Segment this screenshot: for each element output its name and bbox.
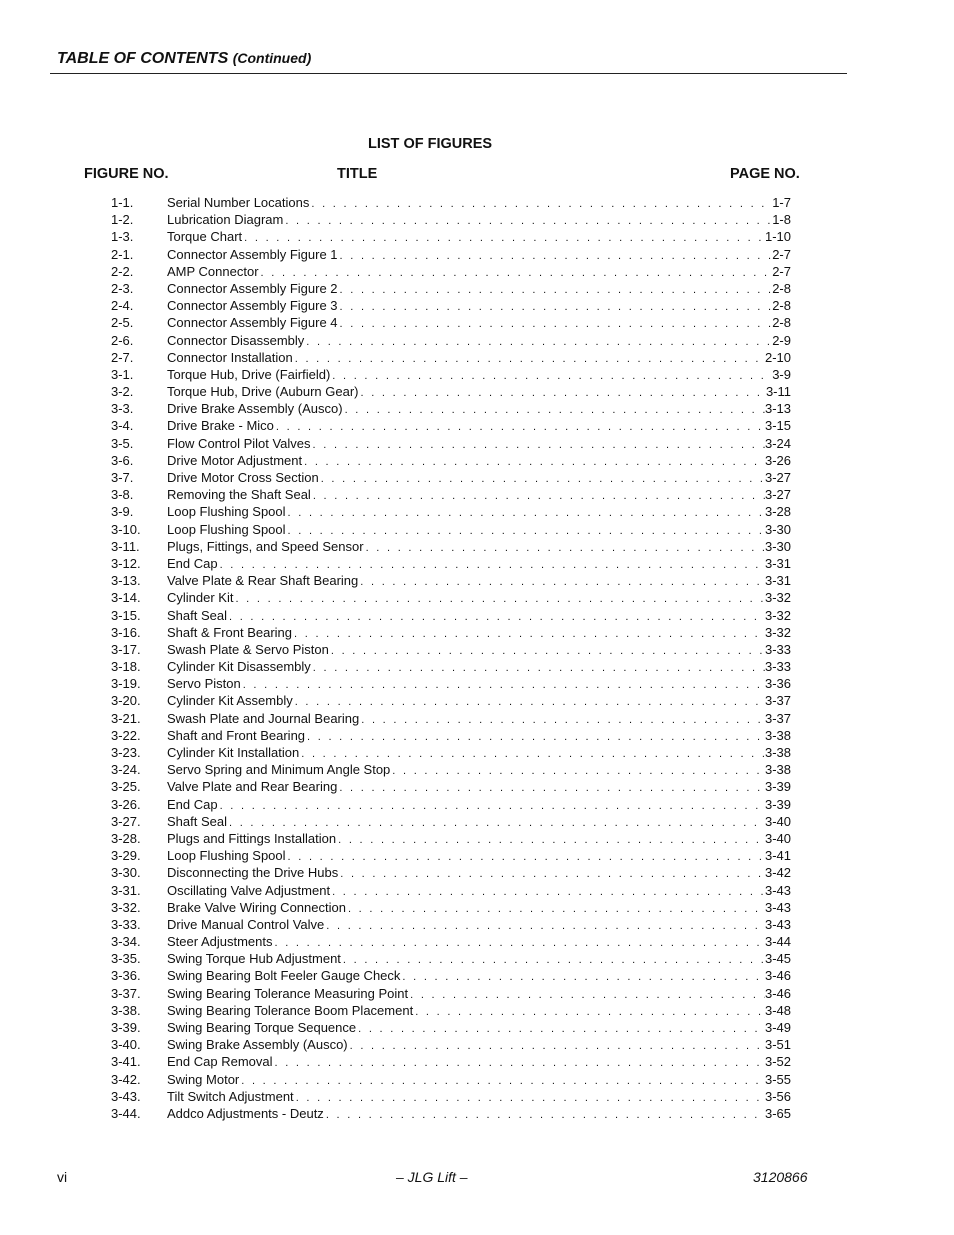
- figure-entry: [111, 349, 791, 366]
- figure-number: 3-16.: [111, 624, 141, 640]
- figure-entry: [111, 297, 791, 314]
- figure-page: 3-37: [764, 693, 791, 709]
- figure-page: 3-44: [764, 934, 791, 950]
- dot-leader: [285, 213, 772, 230]
- figure-number: 3-35.: [111, 951, 141, 967]
- figure-page: 3-49: [764, 1020, 791, 1035]
- figure-page: 1-8: [772, 212, 791, 228]
- dot-leader: [294, 626, 765, 643]
- figure-title: Valve Plate and Rear Bearing: [167, 779, 338, 795]
- dot-leader: [220, 798, 765, 815]
- dot-leader: [348, 901, 765, 918]
- figure-title: Loop Flushing Spool: [167, 504, 286, 520]
- dot-leader: [332, 884, 765, 901]
- dot-leader: [332, 368, 772, 385]
- dot-leader: [340, 282, 773, 299]
- figure-title: Plugs, Fittings, and Speed Sensor: [167, 538, 364, 554]
- figure-entry: [111, 933, 791, 950]
- figure-title: Cylinder Kit Disassembly: [167, 659, 311, 675]
- figure-title: Tilt Switch Adjustment: [167, 1088, 294, 1104]
- figure-number: 3-32.: [111, 899, 141, 915]
- figure-page: 3-15: [764, 418, 791, 434]
- dot-leader: [392, 763, 765, 780]
- figure-number: 3-40.: [111, 1037, 141, 1053]
- figure-number: 3-39.: [111, 1020, 141, 1035]
- figure-page: 3-31: [764, 555, 791, 571]
- figure-entry: [111, 555, 791, 572]
- figure-page: 3-36: [764, 676, 791, 692]
- figure-title: Plugs and Fittings Installation: [167, 830, 337, 846]
- figure-number: 3-36.: [111, 968, 141, 984]
- dot-leader: [229, 609, 765, 626]
- figure-entry: [111, 1105, 791, 1122]
- header-title-text: TABLE OF CONTENTS: [57, 50, 229, 67]
- dot-leader: [340, 866, 765, 883]
- figure-title: Connector Assembly Figure 1: [167, 246, 338, 262]
- dot-leader: [321, 471, 765, 488]
- figure-number: 1-3.: [111, 229, 134, 245]
- dot-leader: [326, 1107, 765, 1124]
- figure-title: End Cap: [167, 555, 218, 571]
- figure-entry: [111, 417, 791, 434]
- figure-entry: [111, 263, 791, 280]
- figure-page: 1-7: [772, 195, 791, 210]
- figure-number: 3-23.: [111, 745, 141, 760]
- figure-page: 3-56: [764, 1088, 791, 1104]
- figure-title: Serial Number Locations: [167, 195, 310, 210]
- figure-entry: [111, 727, 791, 744]
- dot-leader: [361, 712, 765, 729]
- dot-leader: [241, 1073, 765, 1090]
- figure-number: 3-42.: [111, 1071, 141, 1087]
- figure-number: 3-21.: [111, 710, 141, 726]
- figure-entry: [111, 641, 791, 658]
- dot-leader: [343, 952, 765, 969]
- figure-page: 3-39: [764, 779, 791, 795]
- figure-title: Drive Motor Cross Section: [167, 470, 319, 485]
- figure-page: 3-55: [764, 1071, 791, 1087]
- figure-page: 3-45: [764, 951, 791, 967]
- figure-entry: [111, 538, 791, 555]
- figure-page: 3-37: [764, 710, 791, 726]
- dot-leader: [402, 969, 765, 986]
- dot-leader: [350, 1038, 765, 1055]
- dot-leader: [340, 316, 773, 333]
- figure-title: AMP Connector: [167, 263, 259, 279]
- figure-page: 3-51: [764, 1037, 791, 1053]
- figure-title: Flow Control Pilot Valves: [167, 435, 311, 451]
- figure-title: Lubrication Diagram: [167, 212, 284, 228]
- figure-page: 2-8: [772, 280, 791, 296]
- figure-entry: [111, 882, 791, 899]
- figure-number: 1-2.: [111, 212, 134, 228]
- figure-number: 3-7.: [111, 470, 134, 485]
- figure-title: Steer Adjustments: [167, 934, 273, 950]
- figure-page: 3-26: [764, 452, 791, 468]
- figure-number: 3-33.: [111, 916, 141, 932]
- figure-title: Connector Assembly Figure 4: [167, 315, 338, 331]
- figure-number: 3-19.: [111, 676, 141, 692]
- figure-page: 3-46: [764, 968, 791, 984]
- figure-title: Cylinder Kit Installation: [167, 745, 300, 760]
- dot-leader: [288, 849, 765, 866]
- column-header-title: TITLE: [337, 166, 378, 182]
- figure-page: 3-32: [764, 624, 791, 640]
- figure-page: 3-32: [764, 607, 791, 623]
- dot-leader: [295, 351, 765, 368]
- dot-leader: [288, 505, 765, 522]
- figure-number: 3-9.: [111, 504, 134, 520]
- figure-page: 3-43: [764, 882, 791, 898]
- figure-number: 3-38.: [111, 1002, 141, 1018]
- dot-leader: [366, 540, 765, 557]
- figure-entry: [111, 710, 791, 727]
- figure-title: Drive Brake Assembly (Ausco): [167, 401, 343, 417]
- dot-leader: [243, 677, 765, 694]
- figure-page: 3-52: [764, 1054, 791, 1070]
- figure-entry: [111, 813, 791, 830]
- header-continued: (Continued): [232, 50, 312, 66]
- figure-title: Torque Hub, Drive (Auburn Gear): [167, 384, 359, 400]
- figure-page: 3-41: [764, 848, 791, 864]
- figure-entry: [111, 658, 791, 675]
- figure-entry: [111, 761, 791, 778]
- figure-entry: [111, 864, 791, 881]
- figure-page: 3-11: [765, 384, 791, 400]
- dot-leader: [275, 935, 765, 952]
- figure-number: 3-11.: [111, 538, 140, 554]
- dot-leader: [331, 643, 765, 660]
- figure-number: 3-13.: [111, 573, 141, 589]
- figure-entry: [111, 847, 791, 864]
- figure-title: Shaft & Front Bearing: [167, 624, 293, 640]
- figure-title: Connector Assembly Figure 3: [167, 298, 338, 314]
- figure-entry: [111, 675, 791, 692]
- figure-entry: [111, 280, 791, 297]
- list-heading: LIST OF FIGURES: [368, 136, 493, 152]
- figure-page: 3-39: [764, 796, 791, 812]
- figure-title: Connector Installation: [167, 349, 293, 365]
- figure-page: 3-38: [764, 727, 791, 743]
- figure-page: 3-33: [764, 641, 791, 657]
- figure-entry: [111, 1088, 791, 1105]
- figure-page: 2-7: [772, 246, 791, 262]
- figure-entry: [111, 950, 791, 967]
- figure-number: 3-43.: [111, 1088, 141, 1104]
- figure-number: 3-5.: [111, 435, 134, 451]
- figure-number: 3-28.: [111, 830, 141, 846]
- figure-title: Connector Disassembly: [167, 332, 305, 348]
- dot-leader: [339, 780, 765, 797]
- figure-page: 2-9: [772, 332, 791, 348]
- dot-leader: [326, 918, 765, 935]
- figure-title: Disconnecting the Drive Hubs: [167, 865, 339, 881]
- dot-leader: [358, 1021, 765, 1038]
- dot-leader: [313, 488, 765, 505]
- figure-number: 3-17.: [111, 641, 141, 657]
- figure-entry: [111, 400, 791, 417]
- figure-number: 3-3.: [111, 401, 134, 417]
- figure-number: 2-2.: [111, 263, 134, 279]
- figure-page: 3-43: [764, 916, 791, 932]
- figure-page: 3-30: [764, 538, 791, 554]
- figure-title: Swing Bearing Torque Sequence: [167, 1020, 357, 1035]
- figure-number: 3-25.: [111, 779, 141, 795]
- figure-entry: [111, 503, 791, 520]
- figure-entry: [111, 366, 791, 383]
- figure-page: 1-10: [764, 229, 791, 245]
- figure-entry: [111, 521, 791, 538]
- dot-leader: [345, 402, 765, 419]
- dot-leader: [410, 987, 765, 1004]
- figure-title: Loop Flushing Spool: [167, 521, 286, 537]
- footer-doc-number: 3120866: [753, 1169, 808, 1185]
- figure-entry: [111, 778, 791, 795]
- figure-page: 2-7: [772, 263, 791, 279]
- figure-entry: [111, 607, 791, 624]
- figure-entry: [111, 452, 791, 469]
- figure-page: 3-31: [764, 573, 791, 589]
- figure-number: 3-18.: [111, 659, 141, 675]
- figure-entry: [111, 985, 791, 1002]
- column-header-page-no: PAGE NO.: [730, 166, 800, 182]
- figure-title: End Cap: [167, 796, 218, 812]
- figure-entry: [111, 1002, 791, 1019]
- figure-title: Loop Flushing Spool: [167, 848, 286, 864]
- figure-number: 3-22.: [111, 727, 141, 743]
- footer-publisher: – JLG Lift –: [396, 1169, 468, 1185]
- header-divider: [50, 73, 847, 74]
- figure-page: 3-48: [764, 1002, 791, 1018]
- figure-page: 3-46: [764, 985, 791, 1001]
- figure-page: 3-27: [764, 487, 791, 503]
- dot-leader: [296, 1090, 765, 1107]
- figure-page: 3-27: [764, 470, 791, 485]
- figure-page: 3-32: [764, 590, 791, 606]
- figure-title: Valve Plate & Rear Shaft Bearing: [167, 573, 359, 589]
- figure-title: Servo Piston: [167, 676, 241, 692]
- figure-title: Brake Valve Wiring Connection: [167, 899, 346, 915]
- figure-page: 2-10: [764, 349, 791, 365]
- figure-number: 3-29.: [111, 848, 141, 864]
- figure-title: Swing Motor: [167, 1071, 240, 1087]
- figure-number: 2-6.: [111, 332, 134, 348]
- figure-entry: [111, 589, 791, 606]
- figure-title: Swash Plate & Servo Piston: [167, 641, 329, 657]
- figure-entry: [111, 469, 791, 486]
- figure-title: Swing Bearing Bolt Feeler Gauge Check: [167, 968, 401, 984]
- figure-page: 3-9: [772, 366, 791, 382]
- figure-number: 3-26.: [111, 796, 141, 812]
- figure-title: Torque Chart: [167, 229, 243, 245]
- figure-number: 2-1.: [111, 246, 134, 262]
- figure-number: 3-12.: [111, 555, 141, 571]
- figure-number: 1-1.: [111, 195, 134, 210]
- figure-number: 2-4.: [111, 298, 134, 314]
- figure-list: [111, 194, 791, 1122]
- dot-leader: [306, 334, 772, 351]
- figure-page: 3-38: [764, 745, 791, 760]
- figure-number: 3-41.: [111, 1054, 141, 1070]
- figure-entry: [111, 314, 791, 331]
- dot-leader: [275, 1055, 765, 1072]
- figure-entry: [111, 332, 791, 349]
- dot-leader: [340, 299, 773, 316]
- figure-page: 3-40: [764, 813, 791, 829]
- dot-leader: [360, 385, 765, 402]
- dot-leader: [307, 729, 765, 746]
- figure-title: Drive Brake - Mico: [167, 418, 274, 434]
- figure-title: Addco Adjustments - Deutz: [167, 1105, 324, 1121]
- figure-title: Swing Bearing Tolerance Measuring Point: [167, 985, 409, 1001]
- figure-title: Cylinder Kit: [167, 590, 234, 606]
- figure-number: 3-10.: [111, 521, 141, 537]
- dot-leader: [235, 591, 765, 608]
- figure-page: 3-42: [764, 865, 791, 881]
- figure-title: Shaft Seal: [167, 607, 227, 623]
- dot-leader: [311, 196, 772, 213]
- figure-entry: [111, 967, 791, 984]
- figure-title: Drive Motor Adjustment: [167, 452, 303, 468]
- figure-title: Swing Torque Hub Adjustment: [167, 951, 341, 967]
- figure-page: 3-43: [764, 899, 791, 915]
- figure-page: 3-30: [764, 521, 791, 537]
- figure-page: 2-8: [772, 298, 791, 314]
- figure-title: Servo Spring and Minimum Angle Stop: [167, 762, 391, 778]
- figure-title: Swing Brake Assembly (Ausco): [167, 1037, 348, 1053]
- dot-leader: [360, 574, 765, 591]
- figure-page: 3-38: [764, 762, 791, 778]
- figure-number: 3-44.: [111, 1105, 141, 1121]
- figure-number: 3-37.: [111, 985, 141, 1001]
- figure-title: Shaft and Front Bearing: [167, 727, 306, 743]
- figure-title: Cylinder Kit Assembly: [167, 693, 293, 709]
- figure-entry: [111, 830, 791, 847]
- figure-number: 2-5.: [111, 315, 134, 331]
- figure-entry: [111, 744, 791, 761]
- dot-leader: [276, 419, 765, 436]
- figure-number: 3-31.: [111, 882, 141, 898]
- figure-page: 3-28: [764, 504, 791, 520]
- figure-entry: [111, 1019, 791, 1036]
- figure-number: 2-7.: [111, 349, 134, 365]
- figure-entry: [111, 246, 791, 263]
- figure-entry: [111, 1036, 791, 1053]
- dot-leader: [313, 437, 765, 454]
- figure-title: End Cap Removal: [167, 1054, 273, 1070]
- figure-title: Swing Bearing Tolerance Boom Placement: [167, 1002, 414, 1018]
- figure-page: 3-40: [764, 830, 791, 846]
- figure-page: 3-24: [764, 435, 791, 451]
- figure-number: 3-14.: [111, 590, 141, 606]
- figure-entry: [111, 899, 791, 916]
- figure-entry: [111, 624, 791, 641]
- figure-title: Connector Assembly Figure 2: [167, 280, 338, 296]
- figure-entry: [111, 228, 791, 245]
- figure-title: Removing the Shaft Seal: [167, 487, 311, 503]
- figure-page: 3-65: [764, 1105, 791, 1121]
- figure-number: 3-34.: [111, 934, 141, 950]
- figure-entry: [111, 796, 791, 813]
- figure-page: 3-13: [764, 401, 791, 417]
- figure-title: Oscillating Valve Adjustment: [167, 882, 331, 898]
- figure-number: 3-27.: [111, 813, 141, 829]
- dot-leader: [415, 1004, 765, 1021]
- dot-leader: [304, 454, 765, 471]
- figure-number: 3-4.: [111, 418, 134, 434]
- header-title: [57, 50, 311, 68]
- figure-page: 2-8: [772, 315, 791, 331]
- figure-entry: [111, 194, 791, 211]
- figure-entry: [111, 211, 791, 228]
- figure-number: 3-1.: [111, 366, 134, 382]
- figure-entry: [111, 383, 791, 400]
- figure-entry: [111, 692, 791, 709]
- figure-number: 2-3.: [111, 280, 134, 296]
- figure-title: Drive Manual Control Valve: [167, 916, 325, 932]
- figure-entry: [111, 435, 791, 452]
- figure-entry: [111, 1053, 791, 1070]
- footer-page-number: vi: [57, 1169, 68, 1185]
- figure-number: 3-15.: [111, 607, 141, 623]
- figure-number: 3-8.: [111, 487, 134, 503]
- figure-page: 3-33: [764, 659, 791, 675]
- column-header-figure-no: FIGURE NO.: [84, 166, 169, 182]
- figure-number: 3-30.: [111, 865, 141, 881]
- figure-entry: [111, 572, 791, 589]
- figure-title: Torque Hub, Drive (Fairfield): [167, 366, 331, 382]
- dot-leader: [338, 832, 765, 849]
- dot-leader: [313, 660, 765, 677]
- figure-title: Shaft Seal: [167, 813, 227, 829]
- figure-number: 3-6.: [111, 452, 134, 468]
- figure-entry: [111, 1071, 791, 1088]
- figure-number: 3-2.: [111, 384, 134, 400]
- figure-entry: [111, 486, 791, 503]
- dot-leader: [295, 694, 765, 711]
- figure-title: Swash Plate and Journal Bearing: [167, 710, 360, 726]
- figure-entry: [111, 916, 791, 933]
- dot-leader: [340, 248, 773, 265]
- figure-number: 3-24.: [111, 762, 141, 778]
- figure-number: 3-20.: [111, 693, 141, 709]
